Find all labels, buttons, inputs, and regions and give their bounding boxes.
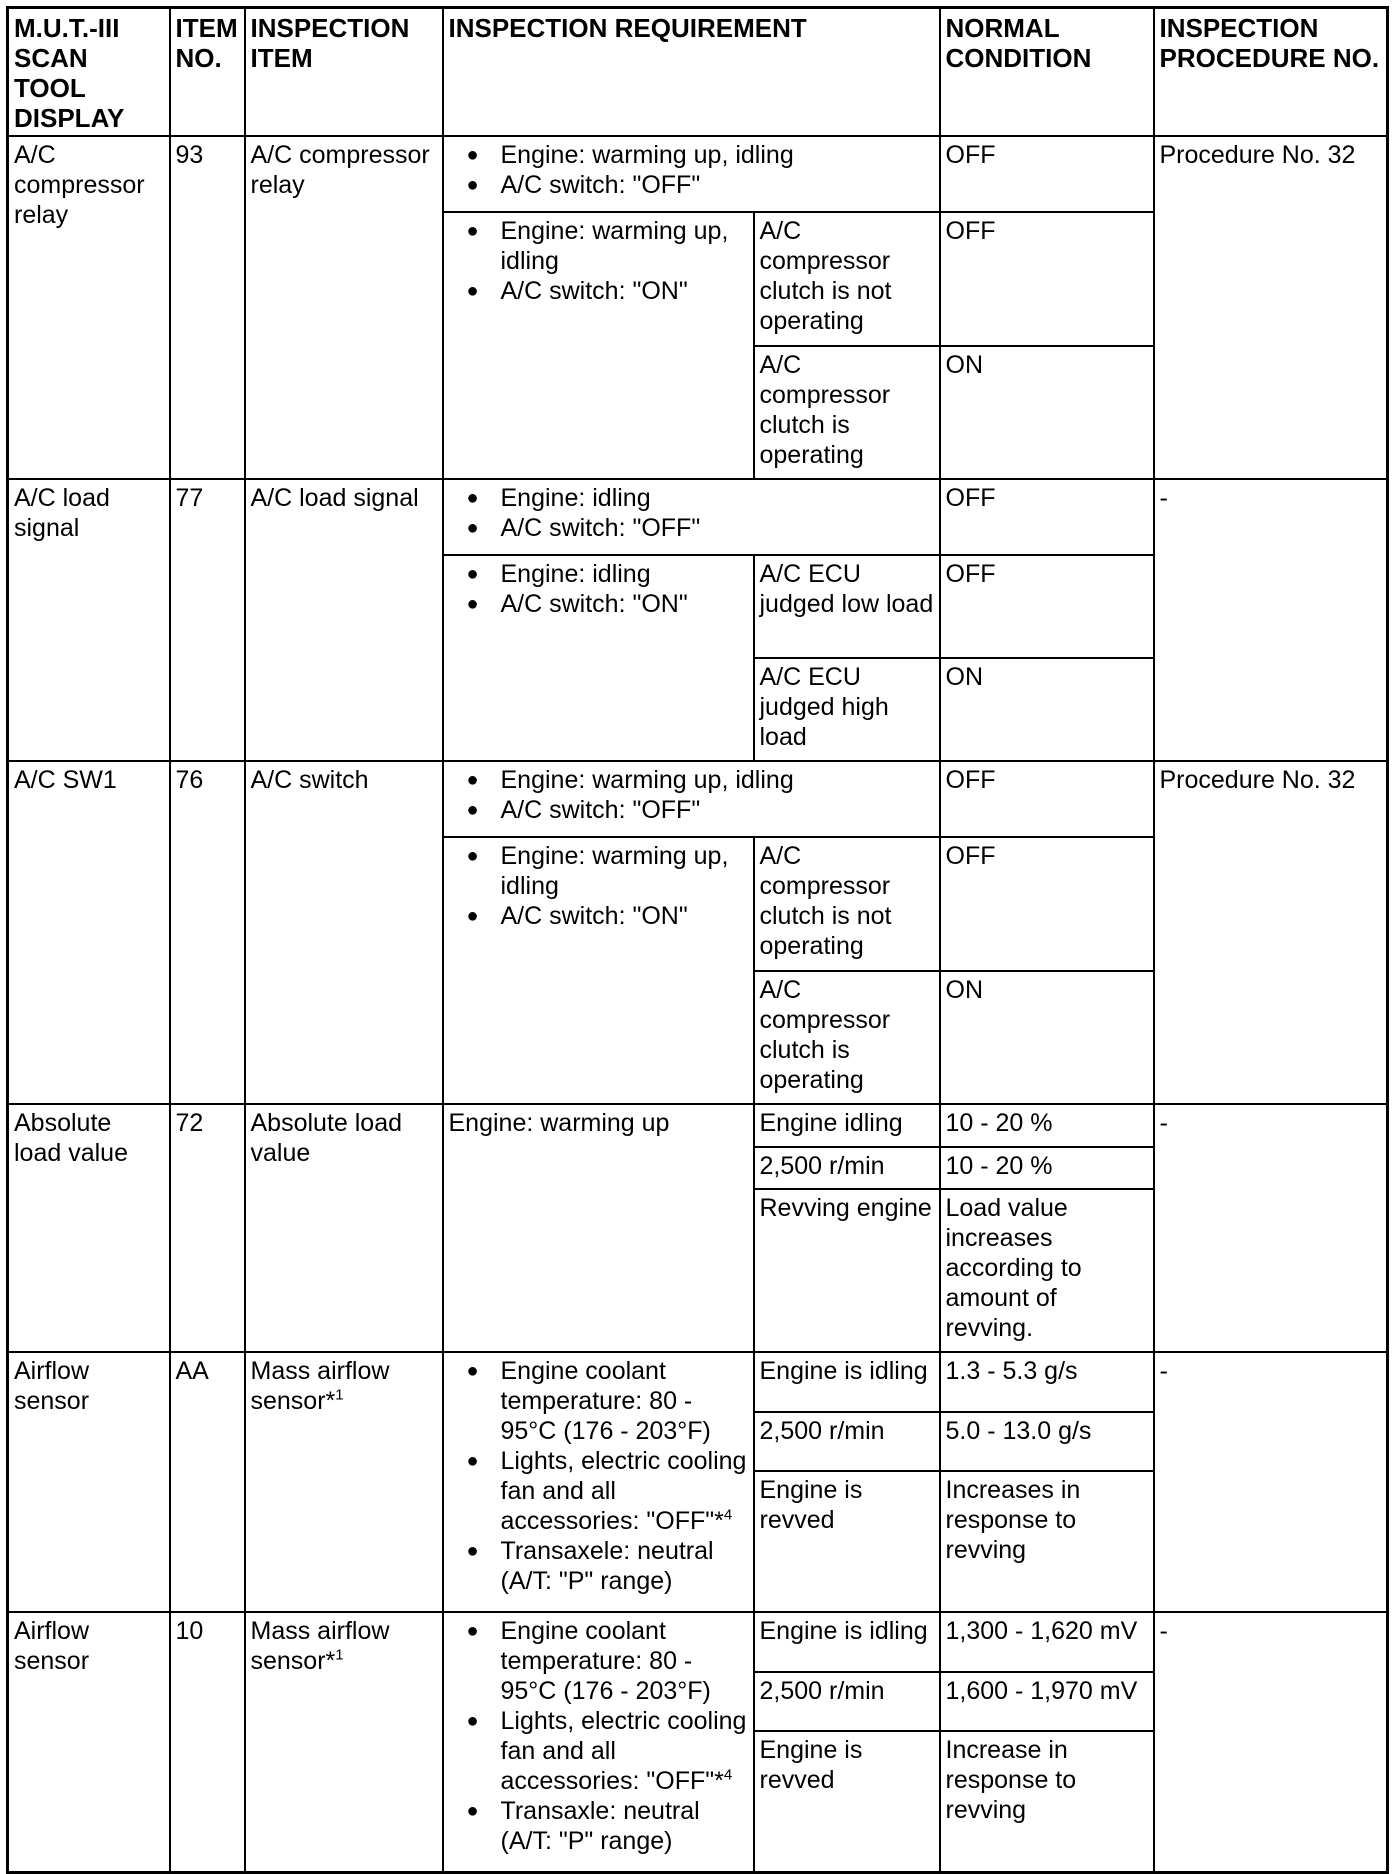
inspection-item-cell: A/C load signal xyxy=(245,479,443,761)
requirement-cell xyxy=(443,1612,754,1872)
footnote-mark: 1 xyxy=(335,1646,344,1664)
table-row xyxy=(8,1612,1388,1672)
bullet-item: ● Engine: idling xyxy=(449,483,934,513)
sub-condition-cell: A/C ECU judged high load xyxy=(754,658,940,761)
normal-condition-cell: OFF xyxy=(940,837,1154,971)
normal-condition-cell: OFF xyxy=(940,555,1154,658)
inspection-item-cell: Absolute load value xyxy=(245,1104,443,1352)
display-cell: A/C SW1 xyxy=(8,761,170,1104)
bullet-item xyxy=(449,1706,748,1796)
sub-condition-cell: 2,500 r/min xyxy=(754,1412,940,1471)
bullet-text: Lights, electric cooling fan and all accessories: "OFF"* xyxy=(500,1447,747,1535)
normal-condition-cell: OFF xyxy=(940,761,1154,837)
normal-condition-cell: Load value increases according to amount of revving. xyxy=(940,1189,1154,1352)
bullet-item: ● Engine: warming up, idling xyxy=(449,140,934,170)
item-no-cell: 10 xyxy=(170,1612,245,1872)
inspection-table xyxy=(6,6,1389,1874)
procedure-cell: - xyxy=(1154,479,1388,761)
sub-condition-cell: Engine is idling xyxy=(754,1612,940,1672)
sub-condition-cell: Engine is idling xyxy=(754,1352,940,1412)
normal-condition-cell: 10 - 20 % xyxy=(940,1104,1154,1147)
procedure-cell: - xyxy=(1154,1104,1388,1352)
normal-condition-cell: 1.3 - 5.3 g/s xyxy=(940,1352,1154,1412)
inspection-item-text: Mass airflow sensor* xyxy=(250,1617,390,1675)
inspection-item-cell: A/C compressor relay xyxy=(245,136,443,479)
procedure-cell: Procedure No. 32 xyxy=(1154,136,1388,479)
sub-condition-cell: A/C compressor clutch is operating xyxy=(754,971,940,1104)
item-no-cell: 72 xyxy=(170,1104,245,1352)
bullet-item: ● Transaxele: neutral (A/T: "P" range) xyxy=(449,1536,748,1596)
requirement-cell xyxy=(443,212,754,479)
inspection-table-sheet xyxy=(6,6,1386,1855)
normal-condition-cell: OFF xyxy=(940,136,1154,212)
table-row xyxy=(8,1104,1388,1147)
inspection-item-cell xyxy=(245,1352,443,1612)
bullet-item: ● Engine coolant temperature: 80 - 95°C (176 - 203°F) xyxy=(449,1616,748,1706)
normal-condition-cell: ON xyxy=(940,346,1154,479)
normal-condition-cell: 10 - 20 % xyxy=(940,1147,1154,1189)
display-cell: A/C load signal xyxy=(8,479,170,761)
inspection-item-text: Mass airflow sensor* xyxy=(250,1357,390,1415)
inspection-item-cell xyxy=(245,1612,443,1872)
header-normal-condition: NORMAL CONDITION xyxy=(940,8,1154,137)
bullet-text: Lights, electric cooling fan and all accessories: "OFF"* xyxy=(500,1707,747,1795)
bullet-item: ● Engine coolant temperature: 80 - 95°C (176 - 203°F) xyxy=(449,1356,748,1446)
bullet-item: ● A/C switch: "ON" xyxy=(449,589,748,619)
normal-condition-cell: Increase in response to revving xyxy=(940,1731,1154,1872)
item-no-cell: 77 xyxy=(170,479,245,761)
header-inspection-item: INSPECTION ITEM xyxy=(245,8,443,137)
footnote-mark: 4 xyxy=(723,1766,733,1784)
bullet-item: ● Engine: warming up, idling xyxy=(449,216,748,276)
sub-condition-cell: A/C compressor clutch is not operating xyxy=(754,837,940,971)
footnote-mark: 1 xyxy=(335,1386,344,1404)
sub-condition-cell: A/C ECU judged low load xyxy=(754,555,940,658)
table-row xyxy=(8,1352,1388,1412)
header-procedure-no: INSPECTION PROCEDURE NO. xyxy=(1154,8,1388,137)
normal-condition-cell: OFF xyxy=(940,212,1154,346)
header-requirement: INSPECTION REQUIREMENT xyxy=(443,8,940,137)
bullet-item: ● Engine: warming up, idling xyxy=(449,841,748,901)
table-row xyxy=(8,479,1388,555)
sub-condition-cell: Engine idling xyxy=(754,1104,940,1147)
normal-condition-cell: 1,300 - 1,620 mV xyxy=(940,1612,1154,1672)
footnote-mark: 4 xyxy=(723,1506,733,1524)
normal-condition-cell: OFF xyxy=(940,479,1154,555)
normal-condition-cell: 1,600 - 1,970 mV xyxy=(940,1672,1154,1731)
display-cell: Airflow sensor xyxy=(8,1612,170,1872)
header-row xyxy=(8,8,1388,137)
requirement-cell xyxy=(443,1352,754,1612)
sub-condition-cell: A/C compressor clutch is not operating xyxy=(754,212,940,346)
display-cell: Airflow sensor xyxy=(8,1352,170,1612)
procedure-cell: Procedure No. 32 xyxy=(1154,761,1388,1104)
sub-condition-cell: A/C compressor clutch is operating xyxy=(754,346,940,479)
requirement-cell xyxy=(443,837,754,1104)
display-cell: Absolute load value xyxy=(8,1104,170,1352)
sub-condition-cell: Engine is revved xyxy=(754,1731,940,1872)
bullet-item: ● A/C switch: "ON" xyxy=(449,276,748,306)
requirement-cell xyxy=(443,761,940,837)
sub-condition-cell: 2,500 r/min xyxy=(754,1147,940,1189)
normal-condition-cell: 5.0 - 13.0 g/s xyxy=(940,1412,1154,1471)
normal-condition-cell: ON xyxy=(940,658,1154,761)
procedure-cell: - xyxy=(1154,1352,1388,1612)
table-row xyxy=(8,761,1388,837)
sub-condition-cell: Engine is revved xyxy=(754,1471,940,1612)
bullet-item: ● A/C switch: "OFF" xyxy=(449,513,934,543)
header-display: M.U.T.-III SCAN TOOL DISPLAY xyxy=(8,8,170,137)
requirement-cell xyxy=(443,555,754,761)
table-row xyxy=(8,136,1388,212)
bullet-item: ● Engine: idling xyxy=(449,559,748,589)
item-no-cell: AA xyxy=(170,1352,245,1612)
procedure-cell: - xyxy=(1154,1612,1388,1872)
normal-condition-cell: Increases in response to revving xyxy=(940,1471,1154,1612)
bullet-item: ● A/C switch: "ON" xyxy=(449,901,748,931)
bullet-item: ● A/C switch: "OFF" xyxy=(449,170,934,200)
inspection-item-cell: A/C switch xyxy=(245,761,443,1104)
sub-condition-cell: 2,500 r/min xyxy=(754,1672,940,1731)
bullet-item: ● Engine: warming up, idling xyxy=(449,765,934,795)
normal-condition-cell: ON xyxy=(940,971,1154,1104)
item-no-cell: 76 xyxy=(170,761,245,1104)
requirement-cell: Engine: warming up xyxy=(443,1104,754,1352)
header-item-no: ITEM NO. xyxy=(170,8,245,137)
bullet-item: ● Transaxle: neutral (A/T: "P" range) xyxy=(449,1796,748,1856)
item-no-cell: 93 xyxy=(170,136,245,479)
bullet-item: ● A/C switch: "OFF" xyxy=(449,795,934,825)
display-cell: A/C compressor relay xyxy=(8,136,170,479)
requirement-cell xyxy=(443,479,940,555)
bullet-item xyxy=(449,1446,748,1536)
requirement-cell xyxy=(443,136,940,212)
sub-condition-cell: Revving engine xyxy=(754,1189,940,1352)
